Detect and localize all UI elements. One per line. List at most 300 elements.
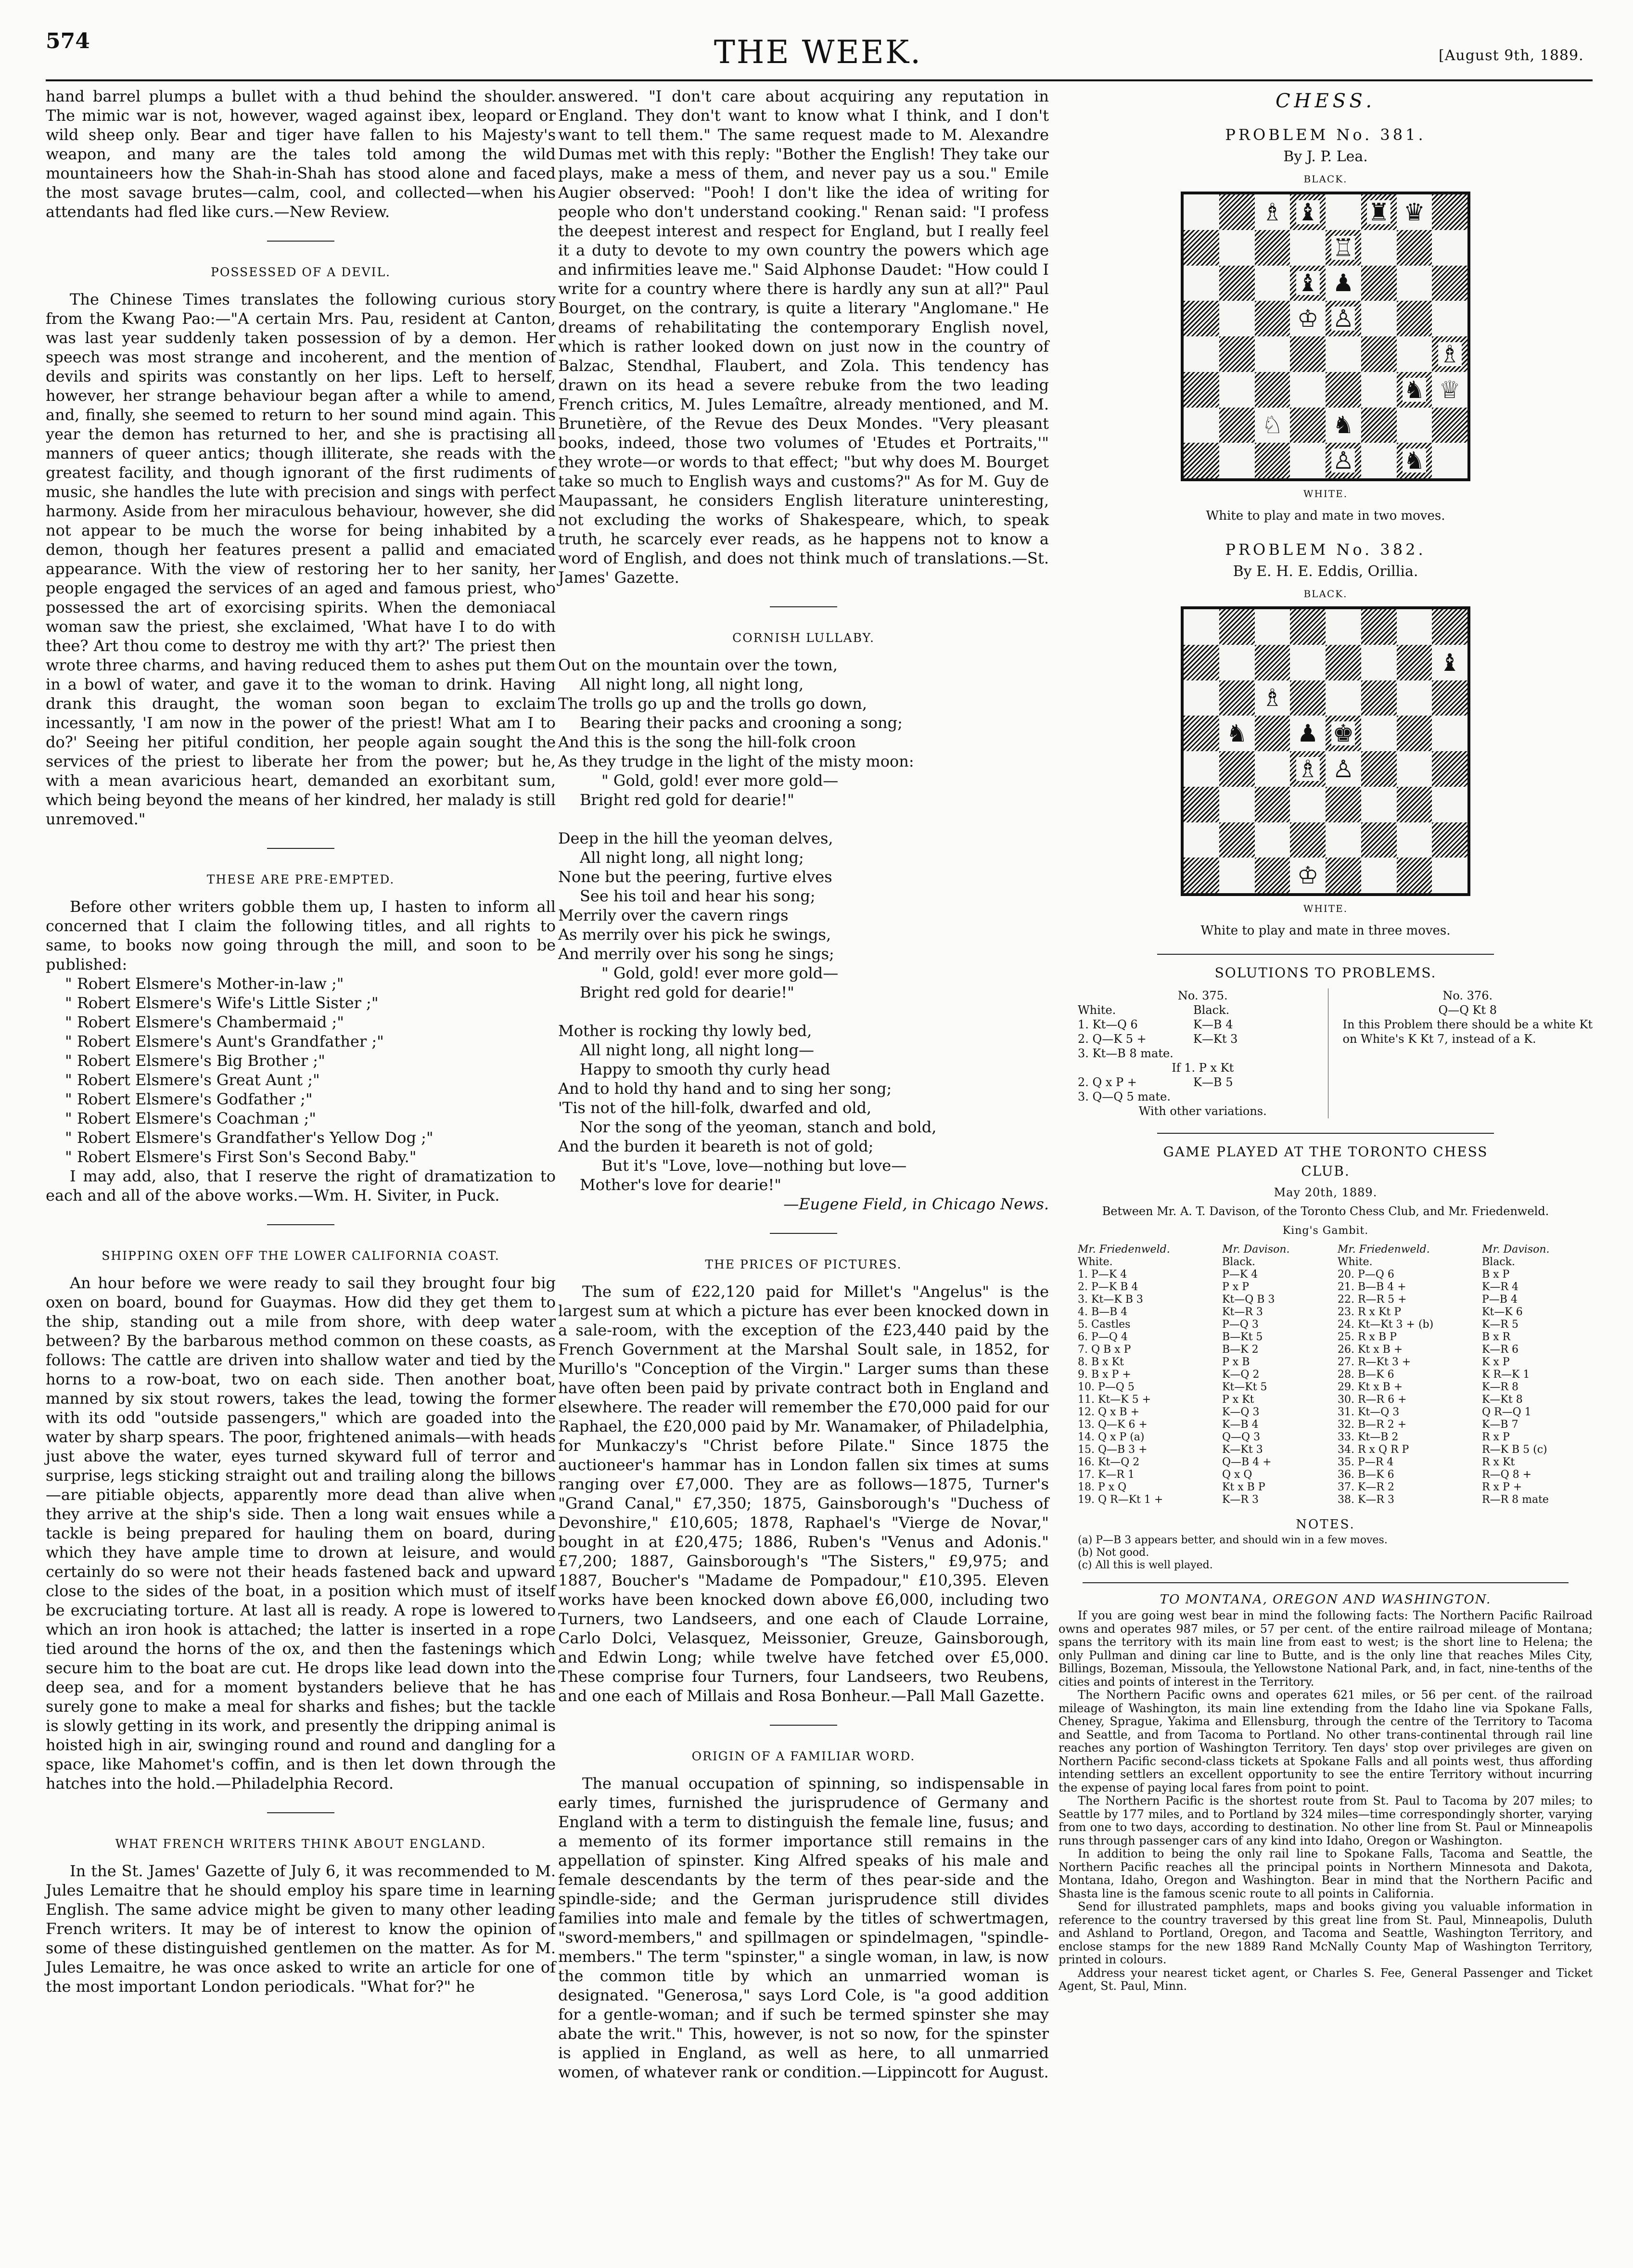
board-square (1184, 787, 1219, 822)
problem-title: PROBLEM No. 381. (1225, 126, 1426, 144)
ad-paragraph: The Northern Pacific owns and operates 621 miles, or 56 per cent. of the railroad mileage of Washington, its main line extending from the Idaho line via Spokane Falls, Cheney, Sprague, Yakima and Ellensburg, through the centre of the Territory to Tacoma and Seattle, and from Tacoma to Portland. No other trans-continental through rail line reaches any portion of Washington Territory. Ten days' stop over privileges are given on Northern Pacific second-class tickets at Spokane Falls and all points west, thus affording intending settlers an excellent opportunity to see the entire Territory without incurring the expense of paying local fares from point to point. (1059, 1688, 1593, 1794)
board-square (1184, 822, 1219, 858)
game-move: B—K 2 (1222, 1344, 1259, 1356)
section-heading: CORNISH LULLABY. (732, 631, 875, 645)
chess-piece-icon: ♞ (1226, 719, 1248, 748)
game-move: 10. P—Q 5 (1078, 1381, 1135, 1393)
board-square (1326, 751, 1361, 787)
chess-piece-icon: ♙ (1332, 447, 1354, 475)
game-move: 19. Q R—Kt 1 + (1078, 1494, 1163, 1506)
masthead-title: THE WEEK. (714, 34, 922, 71)
variation-line: If 1. P x Kt (1172, 1061, 1234, 1075)
ad-paragraph: In addition to being the only rail line to Spokane Falls, Tacoma and Seattle, the Northern Pacific reaches all the principal points in Northern Minnesota and Dakota, Montana, Idaho, Oregon and Washington. Bear in mind that the Northern Pacific and Shasta line is the famous scenic route to all points in California. (1059, 1847, 1593, 1900)
poem-line: Mother's love for dearie!" (580, 1176, 781, 1194)
game-note: (a) P—B 3 appears better, and should win in a few moves. (1078, 1534, 1388, 1546)
poem-line: " Gold, gold! ever more gold— (601, 964, 839, 982)
list-item: " Robert Elsmere's Godfather ;" (65, 1090, 313, 1108)
page-number: 574 (46, 29, 90, 53)
game-move: R—K B 5 (c) (1482, 1444, 1547, 1456)
game-move: R—R 8 mate (1482, 1494, 1549, 1506)
board-square (1184, 751, 1219, 787)
board-square (1361, 787, 1397, 822)
board-square (1361, 609, 1397, 645)
board-square (1255, 609, 1290, 645)
game-move: P—B 4 (1482, 1294, 1518, 1306)
game-move: R x P + (1482, 1481, 1522, 1493)
game-move: K—Kt 8 (1482, 1394, 1523, 1406)
poem-line: As they trudge in the light of the misty moon: (558, 752, 914, 770)
poem-line: —Eugene Field, in Chicago News. (783, 1195, 1049, 1213)
poem-line: And this is the song the hill-folk croon (558, 733, 856, 751)
section-heading: THESE ARE PRE-EMPTED. (206, 872, 395, 886)
chess-piece-icon: ♖ (1332, 233, 1354, 262)
player-name: Mr. Davison. (1222, 1243, 1290, 1256)
column-1 (46, 87, 556, 1996)
board-square (1219, 609, 1255, 645)
game-move: 8. B x Kt (1078, 1356, 1124, 1368)
chess-piece-icon: ♗ (1297, 755, 1319, 783)
color-label: Black. (1222, 1256, 1255, 1268)
board-square (1219, 645, 1255, 680)
article-text: An hour before we were ready to sail they brought four big oxen on board, bound for Guaymas. How did they get them to the ship, standing out a mile from shore, with deep water between? By the barbarous method common on these coasts, as follows: The cattle are driven into shallow water and tied by the horns to a row-boat, two on each side. Then another boat, manned by six stout rowers, takes the lead, towing the former with its odd "outside passengers," which are goaded into the water by sharp spears. The poor, frightened animals—with heads just above the water, eyes turned skyward full of terror and surprise, legs sticking straight out and trailing along the billows—are pitiable objects, apparently more dead than alive when they arrive at the ship's side. Then a long wait ensues while a tackle is being prepared for hauling them on board, during which they have ample time to drown at leisure, and would certainly do so were not their heads fastened back and upward close to the sides of the boat, in a position which must of itself be excruciating torture. At last all is ready. A rope is lowered to which an iron hook is attached; the latter is inserted in a rope tied around the horns of the ox, and then the fastenings which secure him to the boat are cut. He drops like lead down into the deep sea, and for a moment bystanders believe that he has surely gone to make a meal for sharks and fishes; but the tackle is slowly getting in its work, and presently the dripping animal is hoisted high in air, swinging round and round and dangling for a space, like Mahomet's coffin, and is then let down through the hatches into the hold.—Philadelphia Record. (46, 1274, 556, 1793)
poem-line: But it's "Love, love—nothing but love— (601, 1156, 907, 1175)
poem-line: The trolls go up and the trolls go down, (558, 694, 867, 713)
board-square (1219, 443, 1255, 478)
section-heading: WHAT FRENCH WRITERS THINK ABOUT ENGLAND. (115, 1837, 486, 1851)
solution-376 (1328, 988, 1593, 1118)
board-square (1290, 301, 1326, 336)
move: 2. Q—K 5 + (1078, 1032, 1147, 1046)
stanza-break (558, 1002, 1049, 1021)
board-square (1184, 680, 1219, 716)
game-move: K—R 8 (1482, 1381, 1518, 1393)
move: 3. Kt—B 8 mate. (1078, 1047, 1174, 1060)
chess-piece-icon: ♙ (1332, 305, 1354, 333)
board-square (1219, 822, 1255, 858)
game-move: 24. Kt—Kt 3 + (b) (1338, 1319, 1434, 1331)
game-move: 32. B—R 2 + (1338, 1419, 1407, 1431)
game-move: 31. Kt—Q 3 (1338, 1406, 1400, 1418)
game-move: Q x Q (1222, 1469, 1252, 1481)
board-square (1397, 645, 1432, 680)
chess-piece-icon: ♛ (1403, 198, 1425, 226)
board-square (1326, 266, 1361, 301)
board-square (1219, 408, 1255, 443)
list-item: " Robert Elsmere's First Son's Second Baby." (65, 1148, 417, 1166)
game-move: 26. Kt x B + (1338, 1344, 1403, 1356)
board-square (1397, 787, 1432, 822)
board-square (1361, 858, 1397, 893)
board-square (1290, 609, 1326, 645)
board-square (1432, 858, 1467, 893)
game-move: 17. K—R 1 (1078, 1469, 1135, 1481)
chess-piece-icon: ♝ (1297, 269, 1319, 297)
move: Q—Q Kt 8 (1438, 1003, 1497, 1017)
list-item: " Robert Elsmere's Grandfather's Yellow Dog ;" (65, 1128, 434, 1147)
solution-note: In this Problem there should be a white Kt on White's K Kt 7, instead of a K. (1342, 1018, 1593, 1046)
game-move: 23. R x Kt P (1338, 1306, 1402, 1318)
board-square (1184, 230, 1219, 266)
game-move: 15. Q—B 3 + (1078, 1444, 1148, 1456)
game-move: 12. Q x B + (1078, 1406, 1140, 1418)
col-black: Black. (1193, 1003, 1230, 1017)
board-square (1432, 716, 1467, 751)
poem-line: As merrily over his pick he swings, (558, 925, 831, 944)
move: 3. Q—Q 5 mate. (1078, 1090, 1171, 1103)
poem-line: Happy to smooth thy curly head (580, 1060, 830, 1078)
board-square (1290, 408, 1326, 443)
board-square (1397, 301, 1432, 336)
board-square (1397, 716, 1432, 751)
game-move: 14. Q x P (a) (1078, 1431, 1145, 1443)
game-note: (b) Not good. (1078, 1547, 1149, 1559)
board-square (1326, 301, 1361, 336)
list-item: " Robert Elsmere's Coachman ;" (65, 1109, 316, 1128)
board-square (1361, 822, 1397, 858)
section-divider (770, 1725, 837, 1726)
section-divider (267, 848, 334, 849)
board-square (1184, 301, 1219, 336)
game-move: Kt—Kt 5 (1222, 1381, 1267, 1393)
advertisement (1059, 1590, 1593, 1993)
poem (558, 655, 1049, 1214)
board-square (1184, 194, 1219, 230)
chess-heading: CHESS. (1275, 90, 1376, 112)
game-move: 37. K—R 2 (1338, 1481, 1394, 1493)
chess-board (1181, 606, 1470, 896)
game-move: 2. P—K B 4 (1078, 1281, 1138, 1293)
chess-piece-icon: ♝ (1297, 198, 1319, 226)
game-move: K—Kt 3 (1222, 1444, 1263, 1456)
board-label-white: WHITE. (1303, 488, 1348, 500)
board-square (1255, 822, 1290, 858)
board-square (1361, 336, 1397, 372)
section-divider (267, 1224, 334, 1225)
column-2 (558, 87, 1049, 2082)
column-3 (1059, 87, 1593, 1993)
board-square (1432, 336, 1467, 372)
game-move: P—Q 3 (1222, 1319, 1259, 1331)
game-move: 35. P—R 4 (1338, 1456, 1394, 1468)
chess-piece-icon: ♞ (1332, 411, 1354, 439)
board-square (1219, 680, 1255, 716)
poem-line: All night long, all night long; (580, 848, 804, 867)
board-square (1219, 194, 1255, 230)
game-move: Q R—Q 1 (1482, 1406, 1531, 1418)
board-square (1184, 645, 1219, 680)
board-square (1397, 858, 1432, 893)
game-move: Kt x B P (1222, 1481, 1265, 1493)
board-label-white: WHITE. (1303, 903, 1348, 914)
board-square (1326, 716, 1361, 751)
board-square (1290, 751, 1326, 787)
board-square (1219, 301, 1255, 336)
game-move: 21. B—B 4 + (1338, 1281, 1406, 1293)
chess-piece-icon: ♗ (1261, 198, 1283, 226)
game-note: (c) All this is well played. (1078, 1559, 1213, 1571)
board-square (1326, 609, 1361, 645)
move: K—B 5 (1193, 1076, 1233, 1089)
game-move: K—B 4 (1222, 1419, 1259, 1431)
article-text: In the St. James' Gazette of July 6, it was recommended to M. Jules Lemaitre that he should employ his spare time in learning English. The same advice might be given to many other leading French writers. It may be of interest to know the opinion of some of these distinguished gentlemen on the matter. As for M. Jules Lemaitre, he was once asked to write an article for one of the most important London periodicals. "What for?" he (46, 1862, 556, 1996)
game-title: GAME PLAYED AT THE TORONTO CHESS CLUB. (1157, 1133, 1494, 1181)
board-square (1255, 372, 1290, 408)
article-text: The sum of £22,120 paid for Millet's "Angelus" is the largest sum at which a picture has ever been knocked down in a sale-room, with the exception of the £23,440 paid by the French Government at the Marshal Soult sale, in 1852, for Murillo's "Conception of the Virgin." Larger sums than these have often been paid by private contract both in England and elsewhere. The reader will remember the £70,000 paid for our Raphael, the £20,000 paid by Mr. Wanamaker, of Philadelphia, for Munkaczy's "Christ before Pilate." Since 1875 the auctioneer's hammar has in London fallen six times at sums ranging over £7,000. They are as follows—1875, Turner's "Grand Canal," £7,350; 1875, Gainsborough's "Duchess of Devonshire," £10,605; 1878, Raphael's "Vierge de Novar," bought in at £20,475; 1886, Ruben's "Venus and Adonis." £7,200; 1887, Gainsborough's "The Sisters," £9,975; and 1887, Boucher's "Madame de Pompadour," £10,395. Eleven works have been knocked down above £6,000, including two Turners, two Landseers, and one each of Claude Lorraine, Carlo Dolci, Velasquez, Meissonier, Greuze, Gainsborough, and Edwin Long; while twelve have fetched over £5,000. These comprise four Turners, four Landseers, two Reubens, and one each of Millais and Rosa Bonheur.—Pall Mall Gazette. (558, 1282, 1049, 1705)
board-square (1255, 751, 1290, 787)
section-heading: THE PRICES OF PICTURES. (705, 1257, 902, 1271)
game-moves-table (1078, 1243, 1593, 1506)
game-move: 25. R x B P (1338, 1331, 1397, 1343)
board-square (1326, 822, 1361, 858)
board-square (1361, 645, 1397, 680)
game-move: 1. P—K 4 (1078, 1269, 1127, 1281)
issue-date: [August 9th, 1889. (1439, 47, 1584, 64)
game-move: 29. Kt x B + (1338, 1381, 1403, 1393)
board-square (1326, 787, 1361, 822)
board-square (1290, 443, 1326, 478)
poem-line: None but the peering, furtive elves (558, 868, 832, 886)
game-move: B x P (1482, 1269, 1510, 1281)
game-players: Between Mr. A. T. Davison, of the Toronto Chess Club, and Mr. Friedenweld. (1102, 1204, 1549, 1218)
poem-line: Deep in the hill the yeoman delves, (558, 829, 833, 847)
poem-line: Merrily over the cavern rings (558, 906, 789, 924)
ad-paragraph: The Northern Pacific is the shortest route from St. Paul to Tacoma by 207 miles; to Seattle by 177 miles, and to Portland by 324 miles—time correspondingly shorter, varying from one to two days, according to destination. No other line from St. Paul or Minneapolis runs through passenger cars of any kind into Idaho, Oregon or Washington. (1059, 1794, 1593, 1847)
board-square (1432, 372, 1467, 408)
game-move: 6. P—Q 4 (1078, 1331, 1128, 1343)
board-square (1290, 858, 1326, 893)
board-square (1255, 716, 1290, 751)
problem-author: By J. P. Lea. (1283, 148, 1368, 165)
board-square (1219, 858, 1255, 893)
board-square (1290, 822, 1326, 858)
board-square (1397, 680, 1432, 716)
board-square (1184, 443, 1219, 478)
board-square (1184, 372, 1219, 408)
chess-piece-icon: ♟ (1332, 269, 1354, 297)
section-heading: SHIPPING OXEN OFF THE LOWER CALIFORNIA COAST. (102, 1249, 500, 1263)
board-square (1432, 266, 1467, 301)
problem-caption: White to play and mate in three moves. (1200, 923, 1451, 938)
board-square (1361, 408, 1397, 443)
article-text: Before other writers gobble them up, I hasten to inform all concerned that I claim the following titles, and all rights to same, to books now going through the mill, and soon to be published: (46, 897, 556, 974)
ad-paragraph: Address your nearest ticket agent, or Charles S. Fee, General Passenger and Ticket Agent, St. Paul, Minn. (1059, 1966, 1593, 1993)
game-move: 7. Q B x P (1078, 1344, 1131, 1356)
chess-piece-icon: ♔ (1297, 861, 1319, 890)
board-square (1397, 609, 1432, 645)
poem-line: And to hold thy hand and to sing her song; (558, 1079, 892, 1098)
board-square (1326, 372, 1361, 408)
board-square (1290, 716, 1326, 751)
chess-piece-icon: ♞ (1403, 447, 1425, 475)
game-move: Q—B 4 + (1222, 1456, 1272, 1468)
game-move: Kt—K 6 (1482, 1306, 1523, 1318)
board-square (1290, 230, 1326, 266)
board-square (1432, 609, 1467, 645)
poem-line: " Gold, gold! ever more gold— (601, 771, 839, 790)
board-square (1361, 680, 1397, 716)
title-list (46, 974, 556, 1166)
section-divider (267, 1812, 334, 1813)
game-move: K—R 6 (1482, 1344, 1518, 1356)
game-move: 16. Kt—Q 2 (1078, 1456, 1140, 1468)
game-move: K—Q 3 (1222, 1406, 1260, 1418)
game-move: 11. Kt—K 5 + (1078, 1394, 1151, 1406)
solution-title: No. 376. (1442, 989, 1493, 1002)
ad-paragraph: Send for illustrated pamphlets, maps and books giving you valuable information in reference to the country traversed by this great line from St. Paul, Minneapolis, Duluth and Ashland to Portland, Oregon, and Tacoma and Seattle, Washington Territory, and enclose stamps for the new 1889 Rand McNally County Map of Washington Territory, printed in colours. (1059, 1900, 1593, 1966)
board-square (1219, 266, 1255, 301)
game-move: K—R 3 (1222, 1494, 1259, 1506)
board-square (1432, 822, 1467, 858)
poem-line: All night long, all night long— (580, 1041, 814, 1059)
list-item: " Robert Elsmere's Chambermaid ;" (65, 1013, 344, 1031)
board-square (1255, 858, 1290, 893)
board-square (1184, 408, 1219, 443)
chess-piece-icon: ♙ (1332, 755, 1354, 783)
game-move: 3. Kt—K B 3 (1078, 1294, 1143, 1306)
list-item: " Robert Elsmere's Great Aunt ;" (65, 1071, 320, 1089)
game-move: K R—K 1 (1482, 1369, 1530, 1381)
board-square (1432, 194, 1467, 230)
section-divider (770, 1233, 837, 1234)
stanza-break (558, 809, 1049, 829)
game-move: R x P (1482, 1431, 1510, 1443)
board-square (1219, 230, 1255, 266)
game-move: Kt—Q B 3 (1222, 1294, 1275, 1306)
game-move: 9. B x P + (1078, 1369, 1131, 1381)
game-move: K—R 4 (1482, 1281, 1518, 1293)
color-label: White. (1338, 1256, 1373, 1268)
board-grid (1184, 194, 1467, 478)
board-square (1326, 336, 1361, 372)
game-move: K—R 5 (1482, 1319, 1518, 1331)
board-square (1184, 609, 1219, 645)
board-square (1326, 680, 1361, 716)
game-move: B x R (1482, 1331, 1511, 1343)
game-move: 34. R x Q R P (1338, 1444, 1409, 1456)
game-move: P—K 4 (1222, 1269, 1258, 1281)
game-move: P x B (1222, 1356, 1250, 1368)
variation-note: With other variations. (1138, 1104, 1267, 1118)
game-move: 13. Q—K 6 + (1078, 1419, 1148, 1431)
game-move: 28. B—K 6 (1338, 1369, 1394, 1381)
board-square (1361, 751, 1397, 787)
move: K—Kt 3 (1193, 1032, 1238, 1046)
board-label-black: BLACK. (1303, 173, 1348, 185)
player-name: Mr. Davison. (1482, 1243, 1550, 1256)
board-square (1361, 266, 1397, 301)
board-square (1432, 443, 1467, 478)
game-move: K x P (1482, 1356, 1510, 1368)
chess-piece-icon: ♜ (1368, 198, 1390, 226)
board-square (1219, 336, 1255, 372)
board-square (1184, 716, 1219, 751)
board-square (1255, 230, 1290, 266)
ad-heading: TO MONTANA, OREGON AND WASHINGTON. (1160, 1592, 1492, 1607)
game-move: Kt—R 3 (1222, 1306, 1263, 1318)
board-square (1290, 266, 1326, 301)
game-move: 30. R—R 6 + (1338, 1394, 1407, 1406)
problem-caption: White to play and mate in two moves. (1206, 509, 1445, 523)
section-divider (770, 606, 837, 607)
game-move: K—Q 2 (1222, 1369, 1260, 1381)
board-label-black: BLACK. (1303, 588, 1348, 600)
solutions-heading: SOLUTIONS TO PROBLEMS. (1157, 954, 1494, 983)
board-square (1255, 787, 1290, 822)
board-square (1326, 194, 1361, 230)
game-move: R x Kt (1482, 1456, 1515, 1468)
game-move: 36. B—K 6 (1338, 1469, 1394, 1481)
board-square (1397, 336, 1432, 372)
player-name: Mr. Friedenweld. (1338, 1243, 1430, 1256)
notes-heading: NOTES. (1296, 1517, 1355, 1532)
chess-board (1181, 192, 1470, 481)
board-square (1255, 194, 1290, 230)
article-text: answered. "I don't care about acquiring any reputation in England. They don't want to know what I think, and I don't want to tell them." The same request made to M. Alexandre Dumas met with this reply: "Bother the English! They take our plays, make a mess of them, and never pay us a sou." Emile Augier observed: "Pooh! I don't like the idea of writing for people who don't understand cooking." Renan said: "I profess the deepest interest and respect for England, but I really feel it a duty to devote to my own country the powers which age and infirmities leave me." Said Alphonse Daudet: "How could I write for a country where there is hardly any sun at all?" Paul Bourget, on the contrary, is quite a literary "Anglomane." He dreams of rehabilitating the contemporary English novel, which is rather looked down on just now in the country of Balzac, Stendhal, Flaubert, and Zola. This tendency has drawn on its head a severe rebuke from the two leading French critics, M. Jules Lemaître, already mentioned, and M. Brunetière, of the Revue des Deux Mondes. "Very pleasant books, indeed, those two volumes of 'Etudes et Portraits,'" they wrote—or words to that effect; "but why does M. Bourget take so much to English ways and customs?" As for M. Guy de Maupassant, he considers English literature uninteresting, not excluding the works of Shakespeare, which, to speak truth, he scarcely ever reads, as he happens not to know a word of English, and does not think much of translations.—St. James' Gazette. (558, 87, 1049, 587)
game-move: 27. R—Kt 3 + (1338, 1356, 1411, 1368)
board-square (1255, 408, 1290, 443)
ad-paragraph: If you are going west bear in mind the following facts: The Northern Pacific Railroad owns and operates 987 miles, or 57 per cent. of the entire railroad mileage of Montana; spans the territory with its main line from east to west; is the short line to Helena; the only Pullman and dining car line to Butte, and is the only line that reaches Miles City, Billings, Bozeman, Missoula, the Yellowstone National Park, and, in fact, nine-tenths of the cities and points of interest in the Territory. (1059, 1609, 1593, 1689)
board-square (1255, 336, 1290, 372)
board-square (1432, 230, 1467, 266)
col-white: White. (1078, 1003, 1116, 1017)
board-square (1397, 372, 1432, 408)
header-rule (46, 79, 1593, 81)
board-square (1255, 680, 1290, 716)
article-text: The manual occupation of spinning, so indispensable in early times, furnished the jurisprudence of Germany and England with a term to distinguish the female line, fusus; and a memento of its former importance still remains in the appellation of spinster. King Alfred speaks of his male and female descendants by the term of thes pear-side and the spindle-side; and the German jurisprudence still divides families into male and female by the titles of schwertmagen, "sword-members," and spillmagen or spindelmagen, "spindle-members." The term "spinster," a single woman, in law, is now the common title by which an unmarried woman is designated. "Generosa," says Lord Cole, is "a good addition for a gentle-woman; and if such be termed spinster she may abate the writ." This, however, is not so now, for the spinster is applied in England, as well as here, to all unmarried women, of whatever rank or condition.—Lippincott for August. (558, 1774, 1049, 2081)
board-square (1326, 443, 1361, 478)
poem-line: And the burden it beareth is not of gold; (558, 1137, 874, 1155)
game-move: 18. P x Q (1078, 1481, 1127, 1493)
board-square (1432, 408, 1467, 443)
poem-line: All night long, all night long, (580, 675, 804, 693)
board-square (1361, 372, 1397, 408)
board-square (1361, 443, 1397, 478)
solution-375 (1059, 988, 1328, 1118)
poem-line: Mother is rocking thy lowly bed, (558, 1022, 812, 1040)
board-square (1290, 336, 1326, 372)
poem-line: See his toil and hear his song; (580, 887, 816, 905)
game-date: May 20th, 1889. (1274, 1186, 1378, 1199)
color-label: White. (1078, 1256, 1113, 1268)
game-move: 22. R—R 5 + (1338, 1294, 1407, 1306)
board-square (1397, 822, 1432, 858)
poem-line: 'Tis not of the hill-folk, dwarfed and old, (558, 1099, 872, 1117)
board-square (1219, 787, 1255, 822)
board-grid (1184, 609, 1467, 893)
board-square (1397, 751, 1432, 787)
solutions-block (1059, 988, 1593, 1118)
chess-piece-icon: ♗ (1261, 684, 1283, 712)
board-square (1184, 266, 1219, 301)
article-text: The Chinese Times translates the following curious story from the Kwang Pao:—"A certain Mrs. Pau, resident at Canton, was last year suddenly taken possession of by a demon. Her speech was most strange and incoherent, and the mention of devils and spirits was constantly on her lips. Left to herself, however, her strange behaviour began after a while to amend, and, finally, she seemed to return to her sound mind again. This year the demon has returned to her, and she is practising all manners of queer antics; though illiterate, she reads with the greatest facility, and though ignorant of the first rudiments of music, she handles the lute with precision and sings with perfect harmony. Aside from her miraculous behaviour, however, she did not appear to be much the worse for being inhabited by a demon, though her features present a pallid and emaciated appearance. With the view of restoring her to her sanity, her people engaged the services of an aged and famous priest, who possessed the art of exorcising spirits. When the demoniacal woman saw the priest, she exclaimed, 'What have I to do with thee? Art thou come to destroy me with thy art?' The priest then wrote three charms, and having reduced them to ashes put them in a bowl of water, and gave it to the woman to drink. Having drank this draught, the woman soon began to exclaim incessantly, 'I am now in the power of the priest! What am I to do?' Seeing her pitiful condition, her people again sought the services of the priest to liberate her from the power; but he, with a mean avaricious heart, demanded an exorbitant sum, which being beyond the means of her kindred, her malady is still unremoved." (46, 290, 556, 828)
board-square (1432, 787, 1467, 822)
board-square (1290, 787, 1326, 822)
board-square (1184, 336, 1219, 372)
chess-piece-icon: ♕ (1439, 375, 1461, 404)
chess-piece-icon: ♘ (1261, 411, 1283, 439)
section-divider (267, 241, 334, 242)
board-square (1255, 266, 1290, 301)
game-move: P x Kt (1222, 1394, 1254, 1406)
chess-piece-icon: ♝ (1439, 648, 1461, 677)
color-label: Black. (1482, 1256, 1515, 1268)
list-item: " Robert Elsmere's Aunt's Grandfather ;" (65, 1032, 384, 1051)
board-square (1397, 408, 1432, 443)
section-heading: ORIGIN OF A FAMILIAR WORD. (691, 1749, 916, 1763)
game-move: 5. Castles (1078, 1319, 1131, 1331)
board-square (1290, 680, 1326, 716)
list-item: " Robert Elsmere's Mother-in-law ;" (65, 974, 344, 993)
